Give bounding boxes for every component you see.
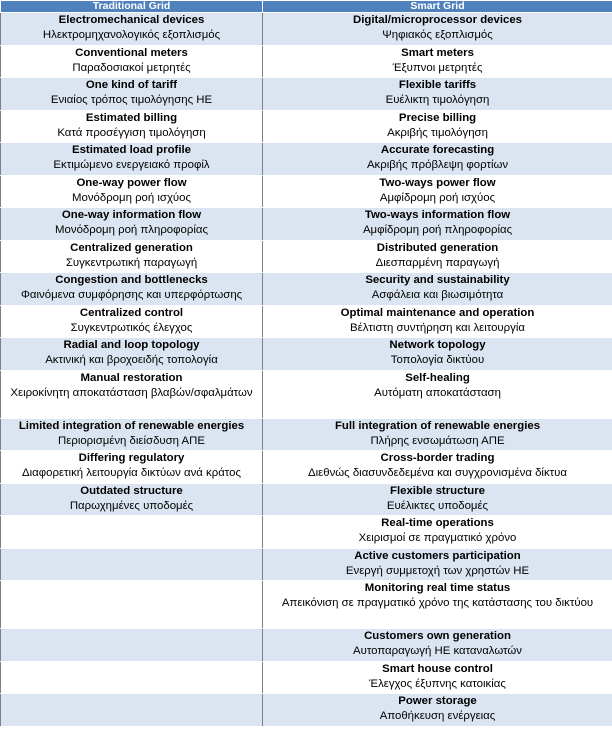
smart-greek: Πλήρης ενσωμάτωση ΑΠΕ: [370, 434, 505, 447]
smart-english: Power storage: [398, 695, 477, 707]
table-row: [1, 45, 612, 78]
table-row: [1, 661, 612, 694]
table-row: [1, 516, 612, 549]
table-row: [1, 78, 612, 111]
smart-cell: [263, 240, 612, 273]
traditional-cell: [1, 110, 263, 143]
smart-greek: Αυτόματη αποκατάσταση: [374, 386, 501, 399]
traditional-cell: [1, 516, 263, 549]
header-traditional-grid: Traditional Grid: [1, 1, 263, 13]
traditional-english: One-way information flow: [61, 209, 202, 221]
smart-english: Cross-border trading: [380, 452, 495, 464]
smart-cell: [263, 45, 612, 78]
table-row: [1, 240, 612, 273]
traditional-cell: [1, 548, 263, 581]
smart-english: Security and sustainability: [365, 274, 510, 286]
traditional-english: Centralized generation: [70, 241, 193, 254]
smart-english: Two-ways power flow: [379, 176, 496, 189]
traditional-english: Outdated structure: [80, 484, 183, 497]
smart-english: Two-ways information flow: [364, 209, 511, 221]
smart-greek: Αμφίδρομη ροή ισχύος: [379, 191, 496, 204]
smart-greek: Διεθνώς διασυνδεδεμένα και συγχρονισμένα δίκτυα: [308, 467, 567, 480]
smart-greek: Ακριβής πρόβλεψη φορτίων: [366, 159, 509, 172]
smart-greek: Αυτοπαραγωγή ΗΕ καταναλωτών: [353, 645, 522, 658]
table-row: [1, 110, 612, 143]
traditional-cell: [1, 694, 263, 727]
smart-english: Self-healing: [405, 371, 470, 384]
table-row: [1, 418, 612, 451]
smart-cell: [263, 661, 612, 694]
traditional-cell: [1, 175, 263, 208]
smart-english: Full integration of renewable energies: [334, 419, 541, 432]
smart-english: Monitoring real time status: [364, 582, 511, 594]
smart-greek: Ασφάλεια και βιωσιμότητα: [371, 289, 504, 302]
traditional-greek: Κατά προσέγγιση τιμολόγηση: [57, 126, 206, 139]
traditional-english: Electromechanical devices: [58, 14, 205, 26]
smart-cell: [263, 629, 612, 662]
smart-english: Distributed generation: [376, 241, 499, 254]
traditional-english: Limited integration of renewable energies: [18, 419, 245, 432]
table-row: [1, 175, 612, 208]
traditional-cell: [1, 629, 263, 662]
smart-english: Real-time operations: [381, 517, 494, 529]
traditional-greek: Συγκεντρωτική παραγωγή: [65, 256, 198, 269]
traditional-greek: Παρωχημένες υποδομές: [69, 499, 194, 512]
smart-cell: [263, 694, 612, 727]
smart-cell: [263, 305, 612, 338]
table-row: [1, 629, 612, 662]
table-row: [1, 13, 612, 46]
smart-cell: [263, 483, 612, 516]
traditional-english: Centralized control: [79, 306, 184, 319]
smart-greek: Ευέλικτη τιμολόγηση: [385, 94, 490, 107]
traditional-english: Estimated billing: [85, 111, 178, 124]
smart-cell: [263, 338, 612, 371]
traditional-greek: Παραδοσιακοί μετρητές: [72, 61, 191, 74]
traditional-cell: [1, 418, 263, 451]
traditional-greek: Συγκεντρωτικός έλεγχος: [70, 321, 193, 334]
smart-cell: [263, 175, 612, 208]
table-row: [1, 694, 612, 727]
traditional-cell: [1, 240, 263, 273]
smart-english: Flexible structure: [390, 484, 485, 497]
header-row: [1, 1, 612, 13]
traditional-greek: Περιορισμένη διείσδυση ΑΠΕ: [58, 434, 205, 447]
smart-cell: [263, 418, 612, 451]
traditional-english: Congestion and bottlenecks: [55, 274, 208, 286]
traditional-cell: [1, 581, 263, 629]
smart-english: Smart meters: [401, 46, 474, 59]
smart-english: Customers own generation: [364, 630, 511, 642]
traditional-english: Manual restoration: [80, 371, 183, 384]
table-row: [1, 338, 612, 371]
smart-greek: Τοπολογία δικτύου: [390, 354, 485, 367]
traditional-cell: [1, 370, 263, 418]
traditional-cell: [1, 273, 263, 306]
smart-cell: [263, 208, 612, 241]
smart-greek: Αμφίδρομη ροή πληροφορίας: [362, 224, 513, 237]
traditional-english: Radial and loop topology: [63, 339, 200, 351]
traditional-cell: [1, 45, 263, 78]
smart-english: Accurate forecasting: [380, 144, 495, 156]
traditional-cell: [1, 661, 263, 694]
header-smart-grid: Smart Grid: [263, 1, 612, 13]
smart-greek: Βέλτιστη συντήρηση και λειτουργία: [350, 321, 525, 334]
smart-english: Digital/microprocessor devices: [352, 14, 523, 26]
traditional-greek: Εκτιμώμενο ενεργειακό προφίλ: [53, 159, 210, 172]
traditional-cell: [1, 338, 263, 371]
smart-cell: [263, 273, 612, 306]
smart-english: Optimal maintenance and operation: [340, 306, 535, 319]
smart-english: Smart house control: [382, 662, 493, 675]
smart-cell: [263, 516, 612, 549]
smart-greek: Απεικόνιση σε πραγματικό χρόνο της κατάστασης του δικτύου: [281, 597, 594, 610]
traditional-english: Estimated load profile: [72, 144, 191, 156]
smart-english: Network topology: [389, 339, 486, 351]
traditional-english: Conventional meters: [75, 46, 188, 59]
smart-greek: Αποθήκευση ενέργειας: [379, 710, 496, 723]
traditional-english: One kind of tariff: [85, 79, 178, 91]
smart-greek: Έλεγχος έξυπνης κατοικίας: [369, 677, 506, 690]
table-row: [1, 208, 612, 241]
table-row: [1, 273, 612, 306]
table-row: [1, 483, 612, 516]
smart-english: Active customers participation: [354, 549, 521, 562]
smart-cell: [263, 143, 612, 176]
table-row: [1, 143, 612, 176]
table-row: [1, 548, 612, 581]
traditional-cell: [1, 78, 263, 111]
traditional-greek: Διαφορετική λειτουργία δικτύων ανά κράτος: [22, 467, 241, 480]
traditional-cell: [1, 451, 263, 484]
traditional-english: Differing regulatory: [78, 452, 185, 464]
table-row: [1, 581, 612, 629]
smart-english: Flexible tariffs: [398, 79, 477, 91]
smart-greek: Χειρισμοί σε πραγματικό χρόνο: [358, 532, 517, 545]
traditional-cell: [1, 208, 263, 241]
traditional-cell: [1, 13, 263, 46]
smart-greek: Έξυπνοι μετρητές: [392, 61, 483, 74]
traditional-greek: Μονόδρομη ροή πληροφορίας: [55, 224, 208, 237]
traditional-greek: Ηλεκτρομηχανολογικός εξοπλισμός: [42, 29, 221, 42]
smart-greek: Ακριβής τιμολόγηση: [387, 126, 488, 139]
smart-cell: [263, 78, 612, 111]
traditional-cell: [1, 305, 263, 338]
table-row: [1, 305, 612, 338]
smart-cell: [263, 451, 612, 484]
traditional-greek: Ακτινική και βροχοειδής τοπολογία: [45, 354, 218, 367]
smart-cell: [263, 370, 612, 418]
traditional-cell: [1, 483, 263, 516]
smart-greek: Ευέλικτες υποδομές: [386, 499, 489, 512]
smart-greek: Διεσπαρμένη παραγωγή: [375, 256, 500, 269]
smart-greek: Ψηφιακός εξοπλισμός: [382, 29, 493, 42]
table-row: [1, 370, 612, 418]
smart-greek: Ενεργή συμμετοχή των χρηστών ΗΕ: [345, 564, 530, 577]
table-row: [1, 451, 612, 484]
traditional-greek: Μονόδρομη ροή ισχύος: [72, 191, 191, 204]
smart-cell: [263, 548, 612, 581]
traditional-greek: Ενιαίος τρόπος τιμολόγησης ΗΕ: [50, 94, 213, 107]
smart-cell: [263, 581, 612, 629]
smart-cell: [263, 110, 612, 143]
traditional-cell: [1, 143, 263, 176]
traditional-greek: Φαινόμενα συμφόρησης και υπερφόρτωσης: [20, 289, 243, 302]
traditional-greek: Χειροκίνητη αποκατάσταση βλαβών/σφαλμάτων: [10, 386, 253, 399]
traditional-english: One-way power flow: [76, 176, 187, 189]
smart-english: Precise billing: [398, 111, 477, 124]
smart-cell: [263, 13, 612, 46]
